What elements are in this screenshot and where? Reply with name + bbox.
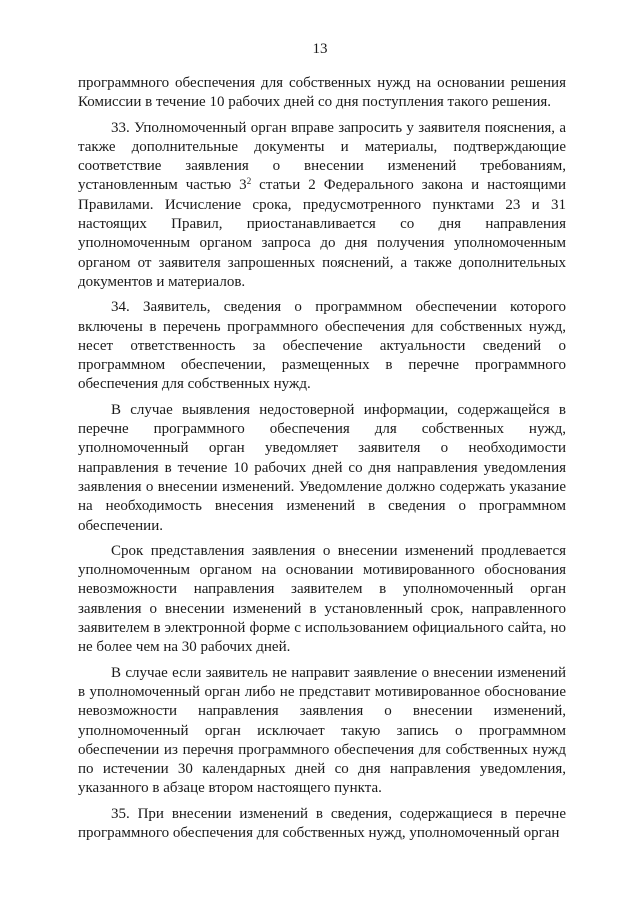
superscript-index: 2: [246, 176, 252, 187]
paragraph-33-text-start: 33. Уполномоченный орган вправе запросить у заявителя пояснения, а также дополнительные документы и материалы, подтверждающие соответствие заявления о внесении изменений требованиям, установленным частью 3: [78, 119, 566, 194]
document-body: [78, 74, 566, 849]
paragraph-34-part-2: В случае выявления недостоверной информации, содержащейся в перечне программного обеспечения для собственных нужд, уполномоченный орган уведомляет заявителя о необходимости направления в течение 10 рабочих дней со дня направления уведомления заявления о внесении изменений. Уведомление должно содержать указание на необходимость внесения изменений в сведения о программном обеспечении.: [78, 401, 566, 534]
paragraph-33: [78, 119, 566, 293]
paragraph-34-part-4: В случае если заявитель не направит заявление о внесении изменений в уполномоченный орган либо не представит мотивированное обоснование невозможности направления заявления о внесении изменений, уполномоченный орган исключает такую запись о программном обеспечении из перечня программного обеспечения для собственных нужд по истечении 30 календарных дней со дня направления уведомления, указанного в абзаце втором настоящего пункта.: [78, 664, 566, 797]
paragraph-34-part-3: Срок представления заявления о внесении изменений продлевается уполномоченным органом на основании мотивированного обоснования невозможности направления заявителем в уполномоченный орган заявления о внесении изменений в установленный срок, направленного заявителем в электронной форме с использованием официального сайта, но не более чем на 30 рабочих дней.: [78, 542, 566, 656]
paragraph-35: 35. При внесении изменений в сведения, содержащиеся в перечне программного обеспечения для собственных нужд, уполномоченный орган: [78, 805, 566, 841]
paragraph-33-text-end: статьи 2 Федерального закона и настоящими Правилами. Исчисление срока, предусмотренного пунктами 23 и 31 настоящих Правил, приостанавливается со дня направления уполномоченным органом запроса до дня получения уполномоченным органом от заявителя запрошенных пояснений, а также дополнительных документов и материалов.: [78, 177, 566, 290]
page-number: 13: [312, 41, 328, 57]
paragraph-continuation: программного обеспечения для собственных нужд на основании решения Комиссии в течение 10 рабочих дней со дня поступления такого решения.: [78, 75, 566, 111]
paragraph-34: 34. Заявитель, сведения о программном обеспечении которого включены в перечень программного обеспечения для собственных нужд, несет ответственность за обеспечение актуальности сведений о программном обеспечении, размещенных в перечне программного обеспечения для собственных нужд.: [78, 299, 566, 393]
